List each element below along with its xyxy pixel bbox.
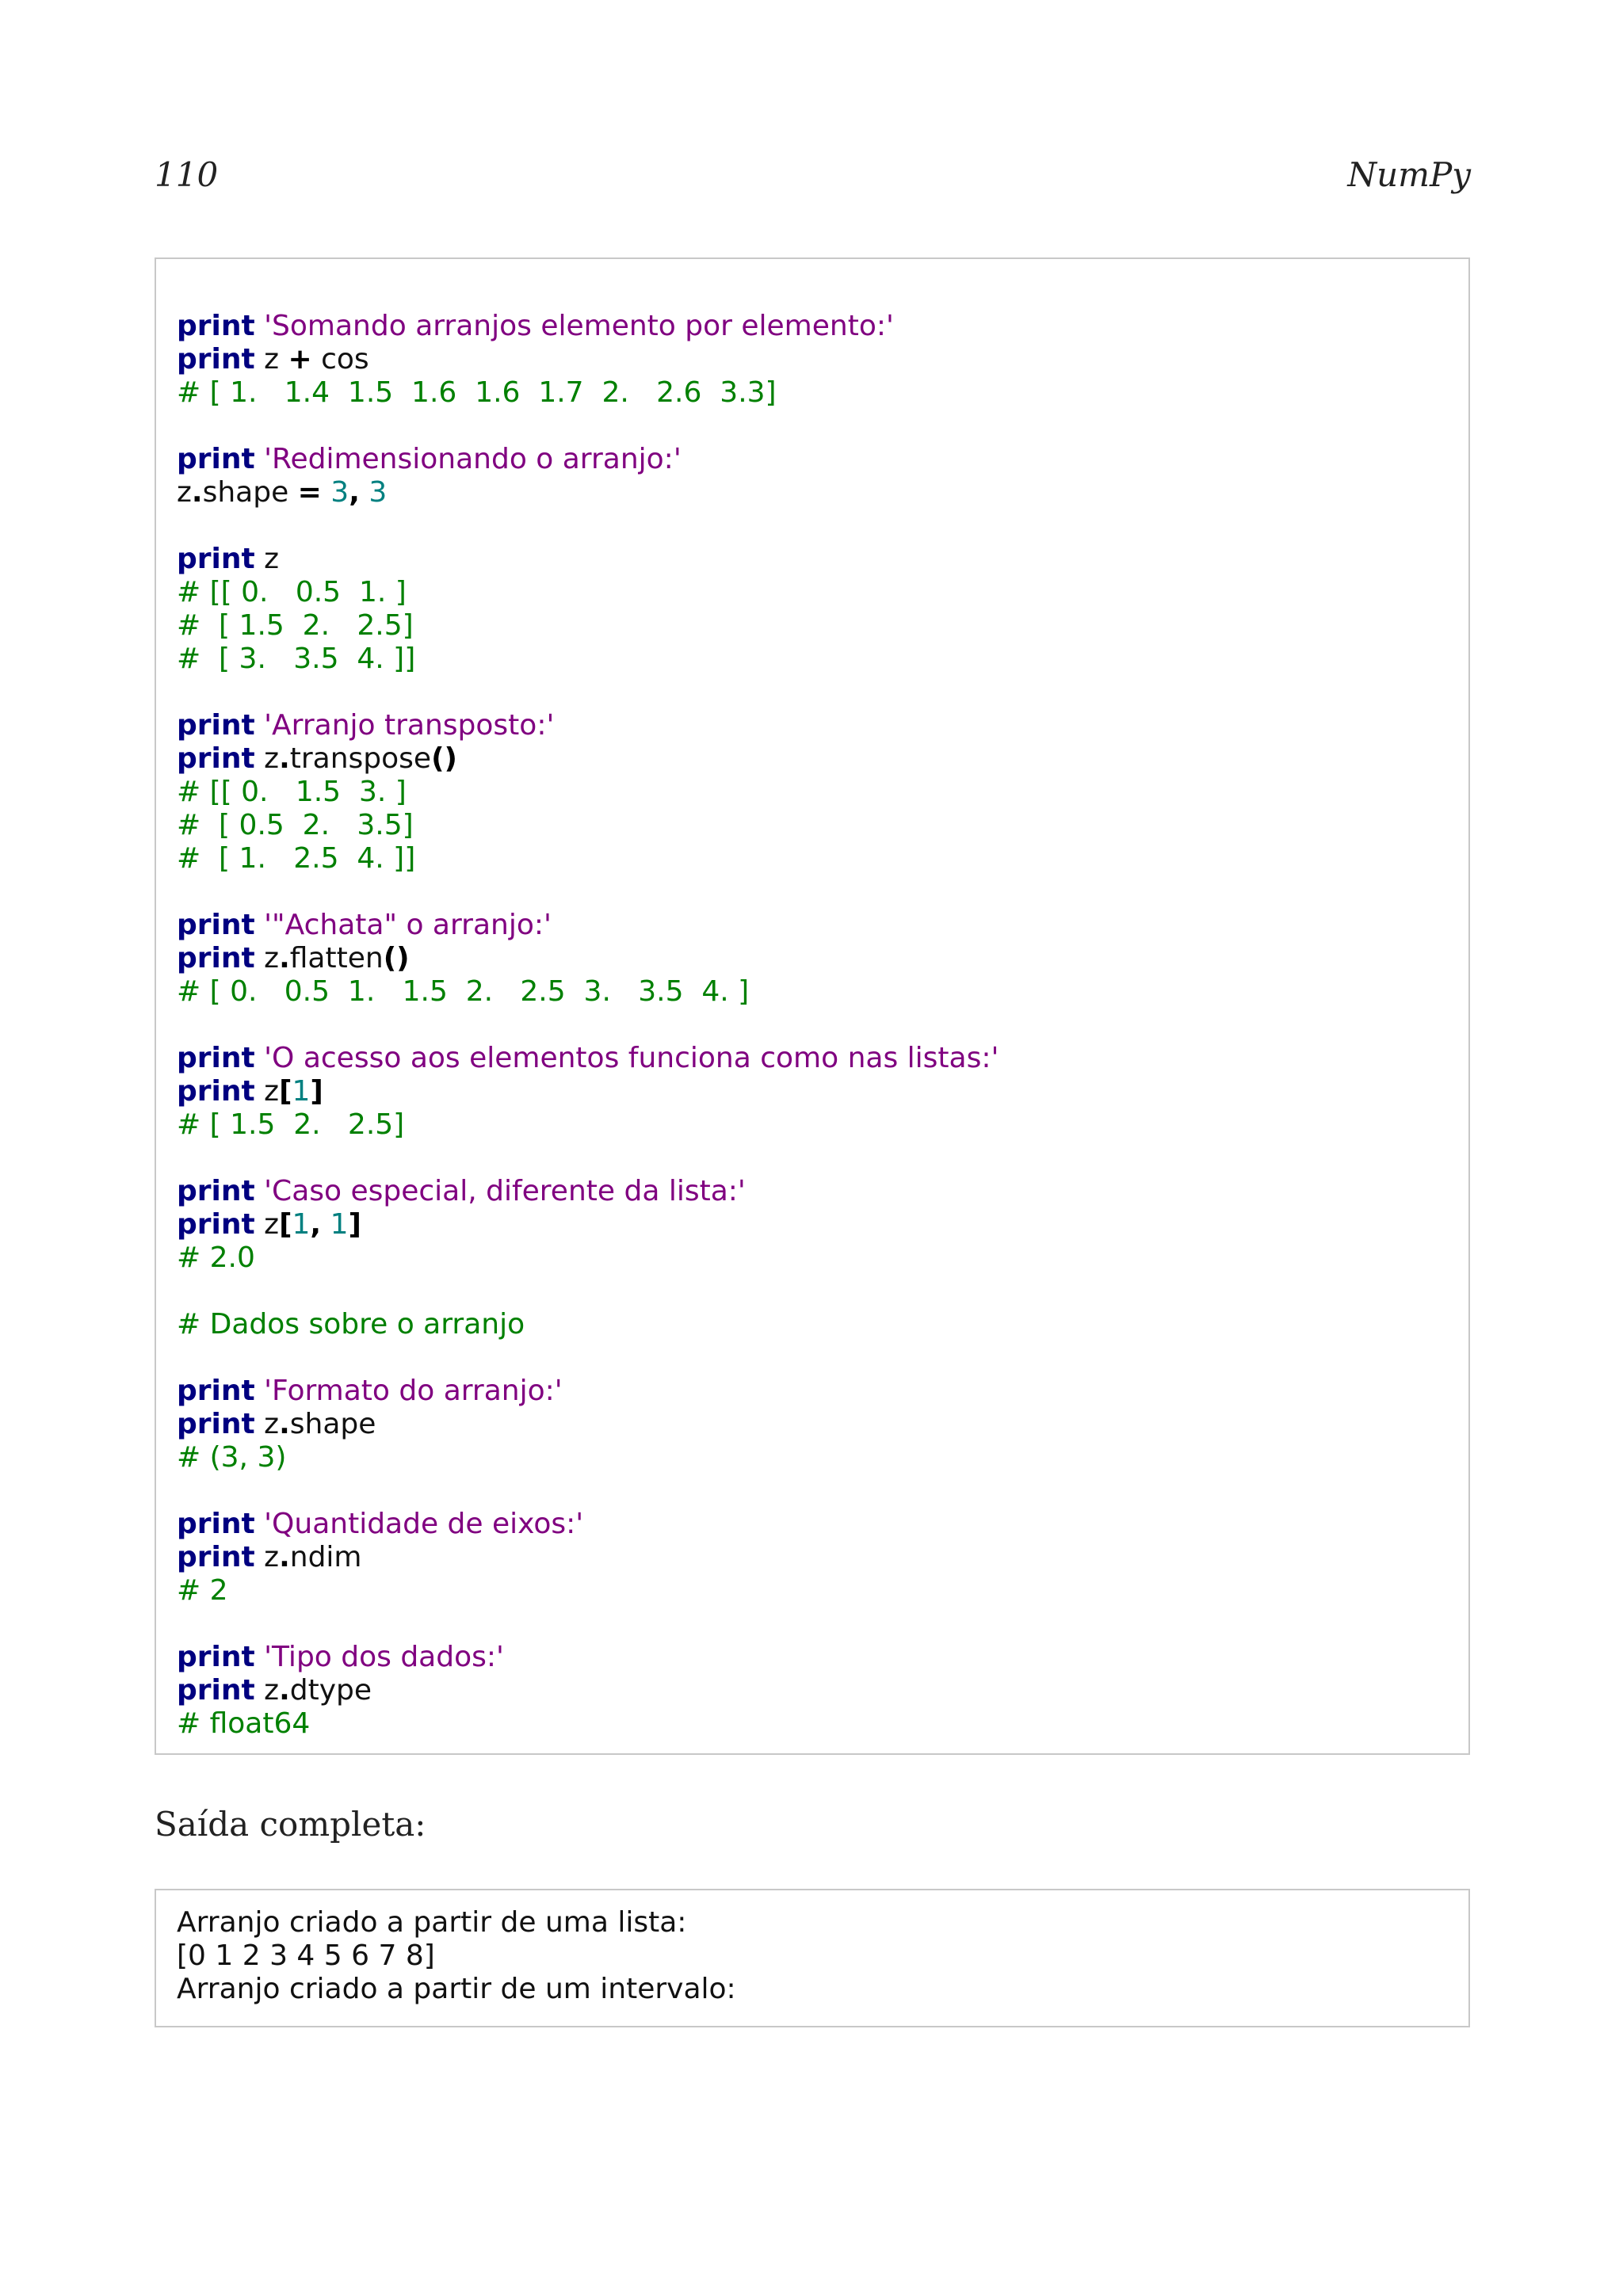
code-line: print 'Tipo dos dados:' [177,1641,504,1673]
code-line: # [[ 0. 0.5 1. ] [177,576,407,608]
code-line: print z [177,543,280,575]
code-line: print 'Caso especial, diferente da lista:' [177,1175,746,1207]
page-number: 110 [155,155,219,194]
code-line: print 'Formato do arranjo:' [177,1375,563,1407]
output-caption: Saída completa: [155,1805,426,1844]
code-line: # [ 3. 3.5 4. ]] [177,643,416,675]
code-line: print z.dtype [177,1674,372,1707]
code-line: print 'O acesso aos elementos funciona como nas listas:' [177,1042,999,1074]
output-listing [155,1889,1470,2027]
code-line: print z.transpose() [177,742,457,775]
code-line: # [ 1.5 2. 2.5] [177,1108,405,1141]
code-line: print z[1] [177,1075,323,1108]
code-line: # float64 [177,1707,311,1740]
code-listing [155,257,1470,1755]
output-line: Arranjo criado a partir de um intervalo: [177,1973,736,2005]
code-line: # [[ 0. 1.5 3. ] [177,776,407,808]
code-line: print 'Quantidade de eixos:' [177,1508,584,1540]
running-title: NumPy [1347,155,1471,194]
code-line: print 'Arranjo transposto:' [177,709,555,742]
code-line: # [ 1.5 2. 2.5] [177,609,414,642]
code-line: print 'Somando arranjos elemento por elemento:' [177,310,894,342]
output-line: Arranjo criado a partir de uma lista: [177,1906,687,1939]
code-line: # Dados sobre o arranjo [177,1308,525,1341]
code-line: print z + cos [177,343,369,376]
code-line: # [ 1. 2.5 4. ]] [177,842,416,875]
code-line: # (3, 3) [177,1441,287,1474]
code-line: print '"Achata" o arranjo:' [177,909,552,941]
code-line: print z.shape [177,1408,376,1440]
code-line: z.shape = 3, 3 [177,476,388,509]
code-line: print z.ndim [177,1541,362,1573]
code-line: # 2.0 [177,1241,255,1274]
output-line: [0 1 2 3 4 5 6 7 8] [177,1939,435,1972]
code-line: print 'Redimensionando o arranjo:' [177,443,682,475]
code-line: print z[1, 1] [177,1208,361,1241]
code-line: # [ 1. 1.4 1.5 1.6 1.6 1.7 2. 2.6 3.3] [177,376,777,409]
code-line: print z.flatten() [177,942,410,974]
code-line: # [ 0.5 2. 3.5] [177,809,414,841]
code-line: # [ 0. 0.5 1. 1.5 2. 2.5 3. 3.5 4. ] [177,975,750,1008]
code-line: # 2 [177,1574,228,1607]
